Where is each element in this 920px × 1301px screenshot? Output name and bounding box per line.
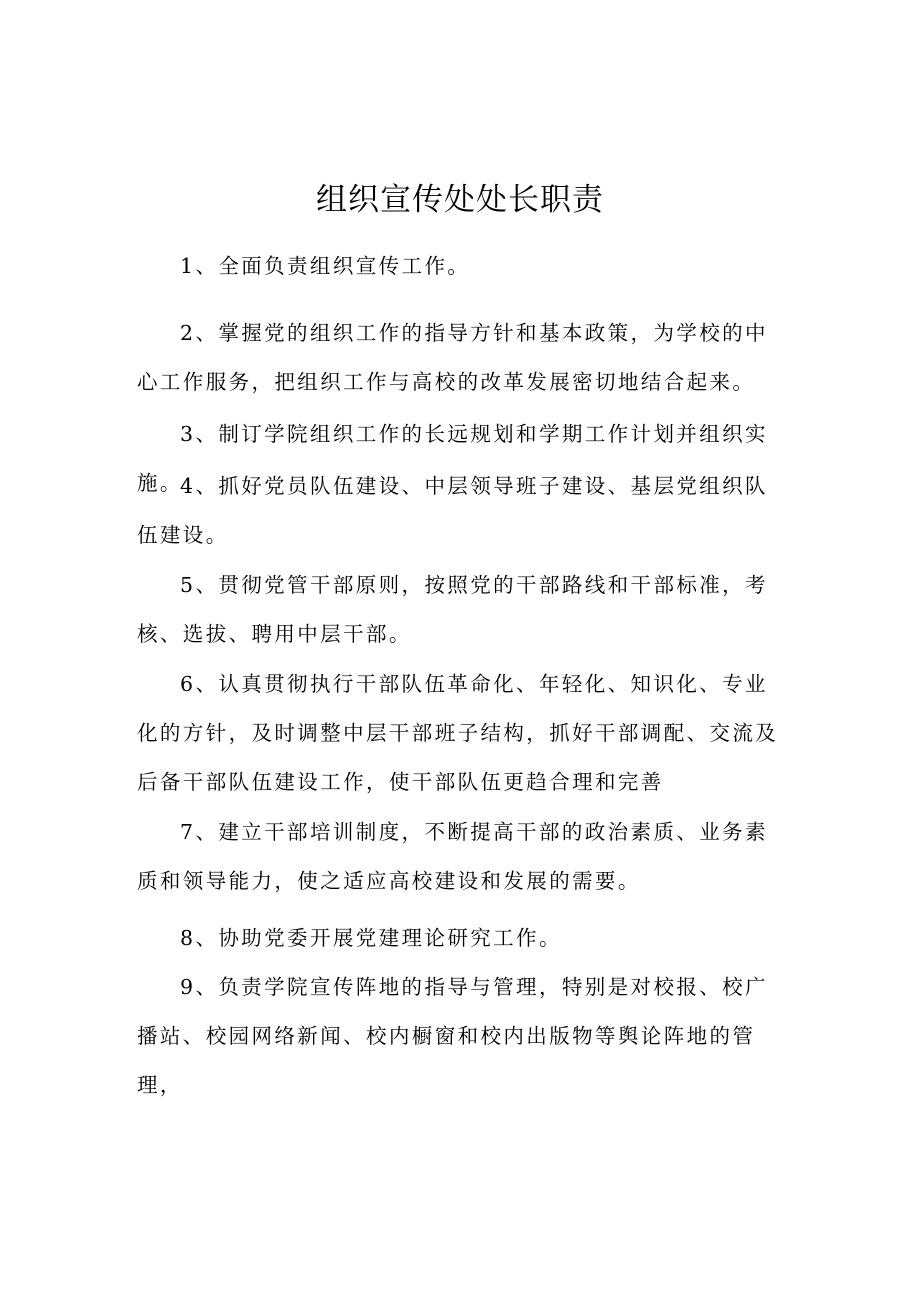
- paragraph-2: 2、掌握党的组织工作的指导方针和基本政策，为学校的中心工作服务，把组织工作与高校的改革发展密切地结合起来。: [137, 321, 768, 394]
- paragraph-8: 8、协助党委开展党建理论研究工作。: [180, 926, 562, 950]
- paragraph-4: 4、抓好党员队伍建设、中层领导班子建设、基层党组织队伍建设。: [137, 474, 768, 547]
- paragraph-7: 7、建立干部培训制度，不断提高干部的政治素质、业务素质和领导能力，使之适应高校建设和发展的需要。: [137, 820, 768, 893]
- document-title: 组织宣传处处长职责: [316, 182, 604, 218]
- paragraph-1: 1、全面负责组织宣传工作。: [180, 254, 471, 278]
- paragraph-9: 9、负责学院宣传阵地的指导与管理，特别是对校报、校广播站、校园网络新闻、校内橱窗和校内出版物等舆论阵地的管理，: [137, 975, 768, 1097]
- paragraph-6: 6、认真贯彻执行干部队伍革命化、年轻化、知识化、专业化的方针，及时调整中层干部班子结构，抓好干部调配、交流及后备干部队伍建设工作，使干部队伍更趋合理和完善: [137, 672, 779, 794]
- paragraph-3: 3、制订学院组织工作的长远规划和学期工作计划并组织实施。: [137, 422, 768, 495]
- paragraph-5: 5、贯彻党管干部原则，按照党的干部路线和干部标准，考核、选拔、聘用中层干部。: [137, 573, 768, 646]
